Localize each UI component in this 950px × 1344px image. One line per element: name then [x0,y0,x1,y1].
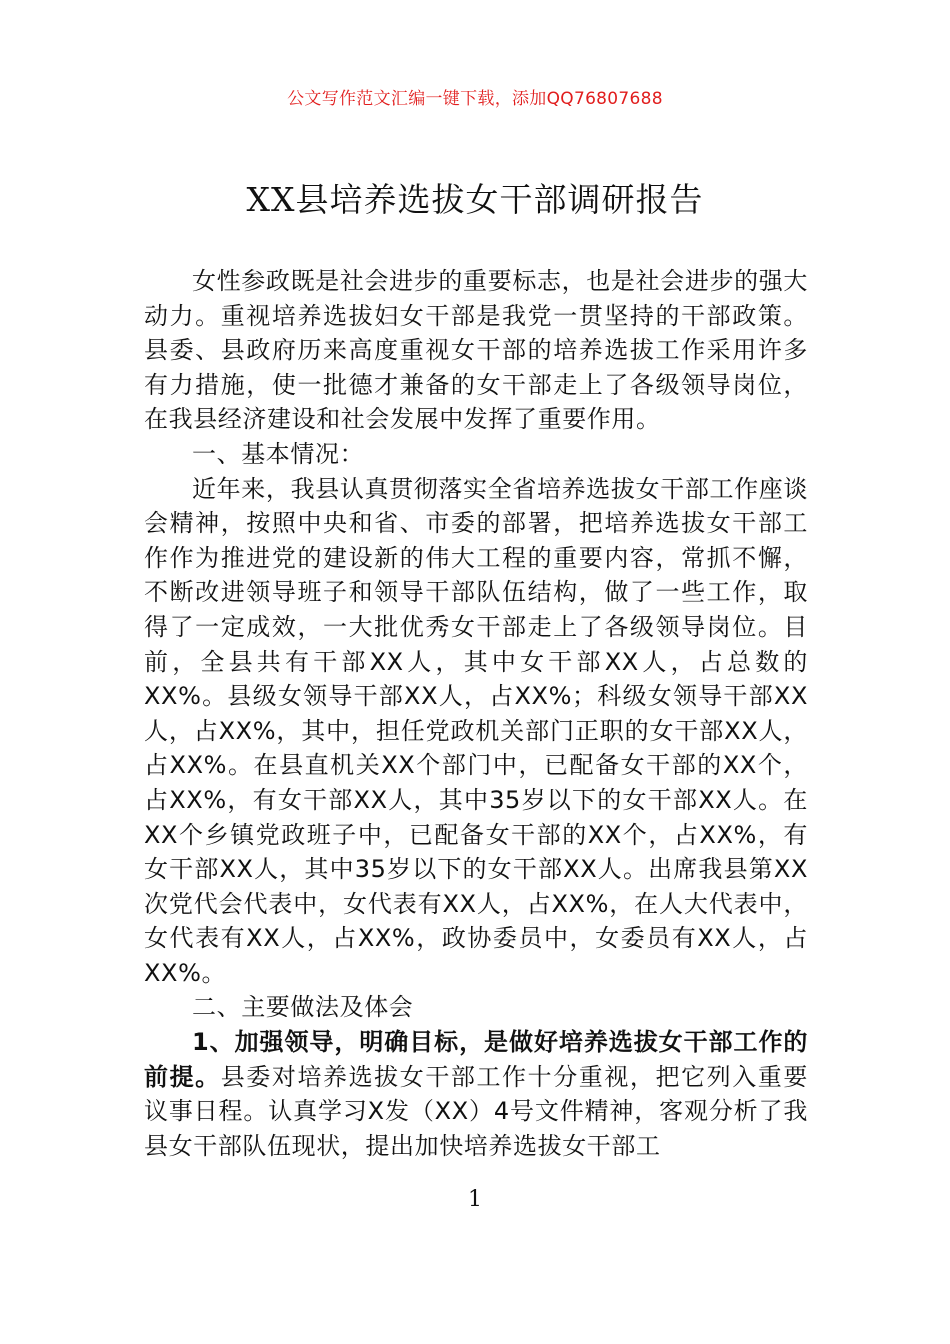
document-body [144,264,808,1163]
point-1-body: 县委对培养选拔女干部工作十分重视，把它列入重要议事日程。认真学习X发（XX）4号文件精神，客观分析了我县女干部队伍现状，提出加快培养选拔女干部工 [144,1062,808,1160]
page-number: 1 [468,1187,482,1212]
basic-situation-paragraph: 近年来，我县认真贯彻落实全省培养选拔女干部工作座谈会精神，按照中央和省、市委的部署，把培养选拔女干部工作作为推进党的建设新的伟大工程的重要内容，常抓不懈，不断改进领导班子和领导干部队伍结构，做了一些工作，取得了一定成效，一大批优秀女干部走上了各级领导岗位。目前，全县共有干部XX人，其中女干部XX人，占总数的XX%。县级女领导干部XX人，占XX%；科级女领导干部XX人，占XX%，其中，担任党政机关部门正职的女干部XX人，占XX%。在县直机关XX个部门中，已配备女干部的XX个，占XX%，有女干部XX人，其中35岁以下的女干部XX人。在XX个乡镇党政班子中，已配备女干部的XX个，占XX%，有女干部XX人，其中35岁以下的女干部XX人。出席我县第XX次党代会代表中，女代表有XX人，占XX%，在人大代表中，女代表有XX人，占XX%，政协委员中，女委员有XX人，占XX%。 [144,474,808,987]
section-heading-main-practices: 二、主要做法及体会 [192,993,414,1022]
section-heading-basic-situation: 一、基本情况： [192,439,365,468]
point-1-paragraph [144,1025,808,1163]
document-title: XX县培养选拔女干部调研报告 [246,180,704,219]
download-notice: 公文写作范文汇编一键下载，添加QQ76807688 [287,89,663,109]
point-1-lead: 1、加强领导，明确目标，是做好培养选拔女干部工作的前提。 [144,1028,808,1091]
intro-paragraph: 女性参政既是社会进步的重要标志，也是社会进步的强大动力。重视培养选拔妇女干部是我党一贯坚持的干部政策。县委、县政府历来高度重视女干部的培养选拔工作采用许多有力措施，使一批德才兼备的女干部走上了各级领导岗位，在我县经济建设和社会发展中发挥了重要作用。 [144,267,808,434]
